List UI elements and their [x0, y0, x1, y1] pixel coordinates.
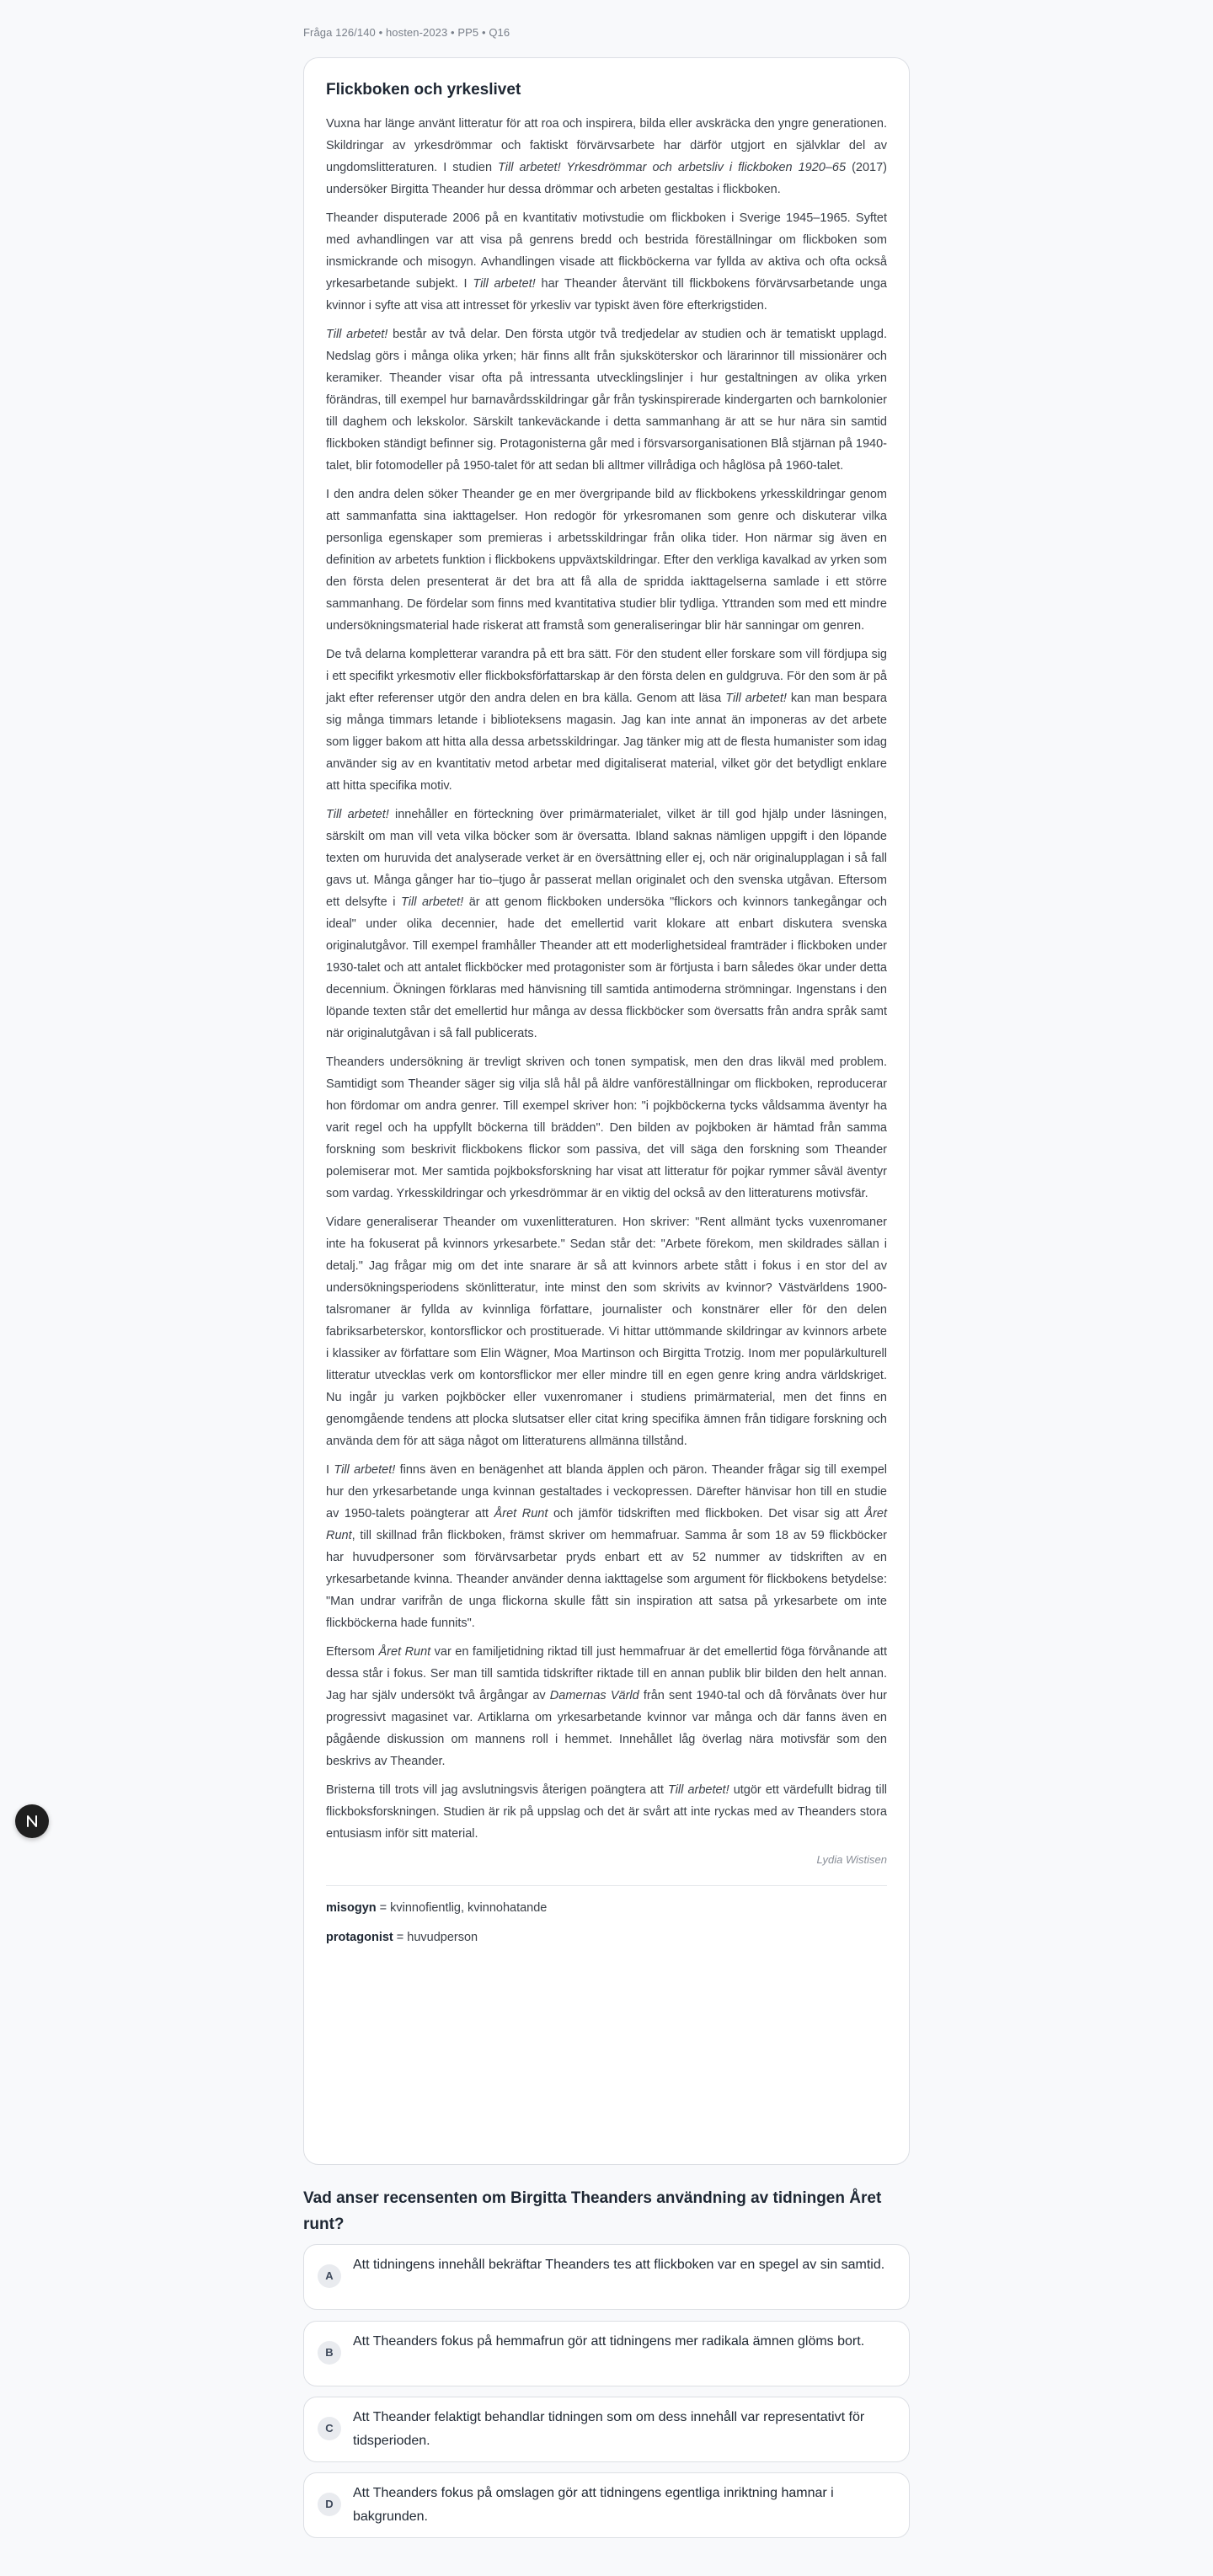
paragraph-text: Theander disputerade 2006 på en kvantitativ motivstudie om flickboken i Sverige 1945–1965. Syftet med avhandlingen var att visa på genrens bredd och bestrida föreställningar om flickboken som insmickrande och misogyn. Avhandlingen visade att flickböckerna var fyllda av aktiva och ofta också yrkesarbetande subjekt. I: [326, 211, 887, 291]
option-letter-badge: A: [318, 2264, 341, 2288]
paragraph-text: är att genom flickboken undersöka "flickors och kvinnors tankegångar och ideal" under olika decennier, hade det emellertid varit klokare att enbart diskutera svenska originalutgåvor. Till exempel framhåller Theander att ett moderlighetsideal framträder i flickboken under 1930-talet och att antalet flickböcker med protagonister som är förtjusta i barn således ökar under detta decennium. Ökningen förklaras med hänvisning till samtida antimoderna strömningar. Ingenstans i den löpande texten står det emellertid hur många av dessa flickböcker som översatts från andra språk samt när originalutgåvan i så fall publicerats.: [326, 895, 887, 1040]
answer-option-d[interactable]: [303, 2472, 910, 2538]
option-letter-badge: C: [318, 2417, 341, 2440]
paragraph-text: De två delarna kompletterar varandra på ett bra sätt. För den student eller forskare som vill fördjupa sig i ett specifikt yrkesmotiv eller flickboksförfattarskap är den första delen en guldgruva. För den som är på jakt efter referenser utgör den andra delen en bra källa. Genom att läsa: [326, 648, 887, 705]
italic-title-text: Året Runt: [494, 1507, 548, 1520]
italic-title-text: Året Runt: [378, 1645, 431, 1659]
article-paragraph: [326, 1051, 887, 1205]
article-author: Lydia Wistisen: [816, 1853, 887, 1866]
article-paragraph: [326, 484, 887, 637]
italic-title-text: Till arbetet!: [334, 1463, 396, 1477]
answer-option-b[interactable]: [303, 2321, 910, 2386]
paragraph-text: , till skillnad från flickboken, främst skriver om hemmafruar. Samma år som 18 av 59 flickböcker har huvudpersoner som förvärvsarbetar pryds enbart ett av 52 nummer av tidskriften av en yrkesarbetande kvinna. Theander använder denna iakttagelse som argument för flickbokens betydelse: "Man undrar varifrån de unga flickorna skulle fått sin inspiration att satsa på yrkesarbete om inte flickböckerna hade funnits".: [326, 1529, 887, 1630]
option-text: Att Theanders fokus på omslagen gör att tidningens egentliga inriktning hamnar i bakgrunden.: [353, 2486, 834, 2524]
article-paragraph: [326, 644, 887, 797]
paragraph-text: Eftersom: [326, 1645, 379, 1659]
paragraph-text: Vidare generaliserar Theander om vuxenlitteraturen. Hon skriver: "Rent allmänt tycks vuxenromaner inte ha fokuserat på kvinnors yrkesarbete." Sedan står det: "Arbete förekom, men skildrades sällan i detalj." Jag frågar mig om det inte snarare är så att kvinnors arbete stått i fokus i en stor del av undersökningsperiodens skönlitteratur, inte minst den som skrivits av kvinnor? Västvärldens 1900-talsromaner är fyllda av kvinnliga författare, journalister och konstnärer eller för den delen fabriksarbeterskor, kontorsflickor och prostituerade. Vi hittar uttömmande skildringar av kvinnors arbete i klassiker av författare som Elin Wägner, Moa Martinson och Birgitta Trotzig. Inom mer populärkulturell litteratur utvecklas verk om kontorsflickor mer eller mindre till en egen genre kring andra världskriget. Nu ingår ju varken pojkböcker eller vuxenromaner i studiens primärmaterial, men det finns en genomgående tendens att plocka slutsatser eller citat kring specifika ämnen från tidigare forskning och använda dem för att säga något om litteraturens allmänna tillstånd.: [326, 1216, 887, 1448]
question-text: Vad anser recensenten om Birgitta Theanders användning av tidningen Året runt?: [303, 2189, 882, 2233]
paragraph-text: har Theander återvänt till flickbokens förvärvsarbetande unga kvinnor i syfte att visa att intresset för yrkesliv var typiskt även före efterkrigstiden.: [326, 277, 887, 313]
paragraph-text: I: [326, 1463, 334, 1477]
option-text: Att Theanders fokus på hemmafrun gör att tidningens mer radikala ämnen glöms bort.: [353, 2334, 865, 2349]
option-letter-badge: B: [318, 2341, 341, 2365]
paragraph-text: kan man bespara sig många timmars letande i biblioteksens magasin. Jag kan inte annat än imponeras av det arbete som ligger bakom att hitta alla dessa arbetsskildringar. Jag tänker mig att de flesta humanister som idag använder sig av en kvantitativ metod arbetar med digitaliserat material, vilket gör det betydligt enklare att hitta specifika motiv.: [326, 692, 887, 793]
italic-title-text: Till arbetet! Yrkesdrömmar och arbetsliv i flickboken 1920–65: [498, 161, 847, 174]
article-body: [326, 113, 887, 1845]
question-breadcrumb: Fråga 126/140 • hosten-2023 • PP5 • Q16: [303, 26, 510, 39]
article-paragraph: [326, 323, 887, 477]
article-paragraph: [326, 207, 887, 317]
article-paragraph: [326, 804, 887, 1045]
italic-title-text: Året Runt: [326, 1507, 887, 1542]
paragraph-text: I den andra delen söker Theander ge en mer övergripande bild av flickbokens yrkesskildringar genom att sammanfatta sina iakttagelser. Hon redogör för yrkesromanen som genre och diskuterar vilka personliga egenskaper som premieras i arbetsskildringar från olika tider. Hon närmar sig även en definition av arbetets funktion i flickbokens uppväxtskildringar. Efter den verkliga kavalkad av yrken som den första delen presenterat är det bra att få alla de spridda iakttagelserna samlade i ett större sammanhang. De fördelar som finns med kvantitativa studier blir tydliga. Yttranden som med ett mindre undersökningsmaterial hade riskerat att framstå som generaliseringar blir här sanningar om genren.: [326, 488, 887, 633]
option-text: Att Theander felaktigt behandlar tidningen som om dess innehåll var representativt för tidsperioden.: [353, 2410, 865, 2448]
n-logo-icon: [24, 1814, 40, 1829]
paragraph-text: Vuxna har länge använt litteratur för att roa och inspirera, bilda eller avskräcka den yngre generationen. Skildringar av yrkesdrömmar och faktiskt förvärvsarbete har därför utgjort en självklar del av ungdomslitteraturen. I studien: [326, 117, 887, 174]
answer-option-a[interactable]: [303, 2244, 910, 2310]
paragraph-text: Bristerna till trots vill jag avslutningsvis återigen poängtera att: [326, 1783, 668, 1797]
paragraph-text: var en familjetidning riktad till just hemmafruar är det emellertid föga förvånande att dessa står i fokus. Ser man till samtida tidskrifter riktade till en annan publik blir bilden den helt annan. Jag har själv undersökt två årgångar av: [326, 1645, 887, 1702]
article-paragraph: [326, 1641, 887, 1772]
italic-title-text: Till arbetet!: [326, 808, 389, 821]
glossary-item: [326, 1929, 887, 1946]
paragraph-text: och jämför tidskriften med flickboken. Det visar sig att: [548, 1507, 865, 1520]
italic-title-text: Till arbetet!: [401, 895, 464, 909]
article-paragraph: [326, 1211, 887, 1452]
italic-title-text: Damernas Värld: [549, 1689, 639, 1702]
answer-option-c[interactable]: [303, 2397, 910, 2462]
paragraph-text: innehåller en förteckning över primärmaterialet, vilket är till god hjälp under läsningen, särskilt om man vill veta vilka böcker som är översatta. Ibland saknas nämligen uppgift i den löpande texten om huruvida det analyserade verket är en översättning eller ej, och när originalupplagan i så fall gavs ut. Många gånger har tio–tjugo år passerat mellan originalet och den svenska utgåvan. Eftersom ett delsyfte i: [326, 808, 888, 909]
divider: [326, 1885, 887, 1886]
option-text: Att tidningens innehåll bekräftar Theanders tes att flickboken var en spegel av sin samtid.: [353, 2258, 885, 2272]
paragraph-text: utgör ett värdefullt bidrag till flickboksforskningen. Studien är rik på uppslag och det är svårt att inte ryckas med av Theanders stora entusiasm inför sitt material.: [326, 1783, 888, 1841]
option-letter-badge: D: [318, 2493, 341, 2516]
reading-passage-card: [303, 57, 910, 2165]
paragraph-text: Theanders undersökning är trevligt skriven och tonen sympatisk, men den dras likväl med problem. Samtidigt som Theander säger sig vilja slå hål på äldre vanföreställningar om flickboken, reproducerar hon fördomar om andra genrer. Till exempel skriver hon: "i pojkböckerna tycks våldsamma äventyr ha varit regel och ha uppfyllt böckerna till brädden". Den bilden av pojkboken är hämtad från samma forskning som beskrivit flickbokens flickor som passiva, det vill säga den forskning som Theander polemiserar mot. Mer samtida pojkboksforskning har visat att litteratur för pojkar rymmer såväl äventyr som vardag. Yrkesskildringar och yrkesdrömmar är en viktig del också av den litteraturens motivsfär.: [326, 1056, 887, 1200]
glossary-item: [326, 1900, 887, 1916]
article-paragraph: [326, 113, 887, 200]
article-paragraph: [326, 1459, 887, 1634]
paragraph-text: (2017) undersöker Birgitta Theander hur dessa drömmar och arbeten gestaltas i flickboken.: [326, 161, 887, 196]
paragraph-text: finns även en benägenhet att blanda äpplen och päron. Theander frågar sig till exempel hur den yrkesarbetande unga kvinnan gestaltades i veckopressen. Därefter hänvisar hon till en studie av 1950-talets poängterar att: [326, 1463, 887, 1520]
paragraph-text: från sent 1940-tal och då förvånats över hur progressivt magasinet var. Artiklarna om yrkesarbetande kvinnor var många och där fanns även en pågående diskussion om mannens roll i hemmet. Innehållet låg överlag nära motivsfär som den beskrivs av Theander.: [326, 1689, 888, 1768]
glossary-definition: = huvudperson: [393, 1931, 478, 1944]
article-title: Flickboken och yrkeslivet: [326, 81, 521, 99]
article-paragraph: [326, 1779, 887, 1845]
italic-title-text: Till arbetet!: [326, 328, 388, 341]
glossary-definition: = kvinnofientlig, kvinnohatande: [376, 1901, 548, 1915]
italic-title-text: Till arbetet!: [667, 1783, 729, 1797]
italic-title-text: Till arbetet!: [473, 277, 536, 291]
glossary-term: misogyn: [326, 1901, 377, 1915]
paragraph-text: består av två delar. Den första utgör två tredjedelar av studien och är tematiskt upplagd. Nedslag görs i många olika yrken; här finns allt från sjuksköterskor och lärarinnor till missionärer och keramiker. Theander visar ofta på intressanta utvecklingslinjer i hur gestaltningen av olika yrken förändras, till exempel hur barnavårdsskildringar går från tyskinspirerade kindergarten och barnkolonier till daghem och lekskolor. Särskilt tankeväckande i detta sammanhang är att se hur nära sin samtid flickboken ständigt befinner sig. Protagonisterna går med i försvarsorganisationen Blå stjärnan på 1940-talet, blir fotomodeller på 1950-talet för att sedan bli alltmer villrådiga och håglösa på 1960-talet.: [326, 328, 888, 473]
glossary-term: protagonist: [326, 1931, 393, 1944]
italic-title-text: Till arbetet!: [725, 692, 787, 705]
floating-action-button[interactable]: [15, 1804, 49, 1838]
